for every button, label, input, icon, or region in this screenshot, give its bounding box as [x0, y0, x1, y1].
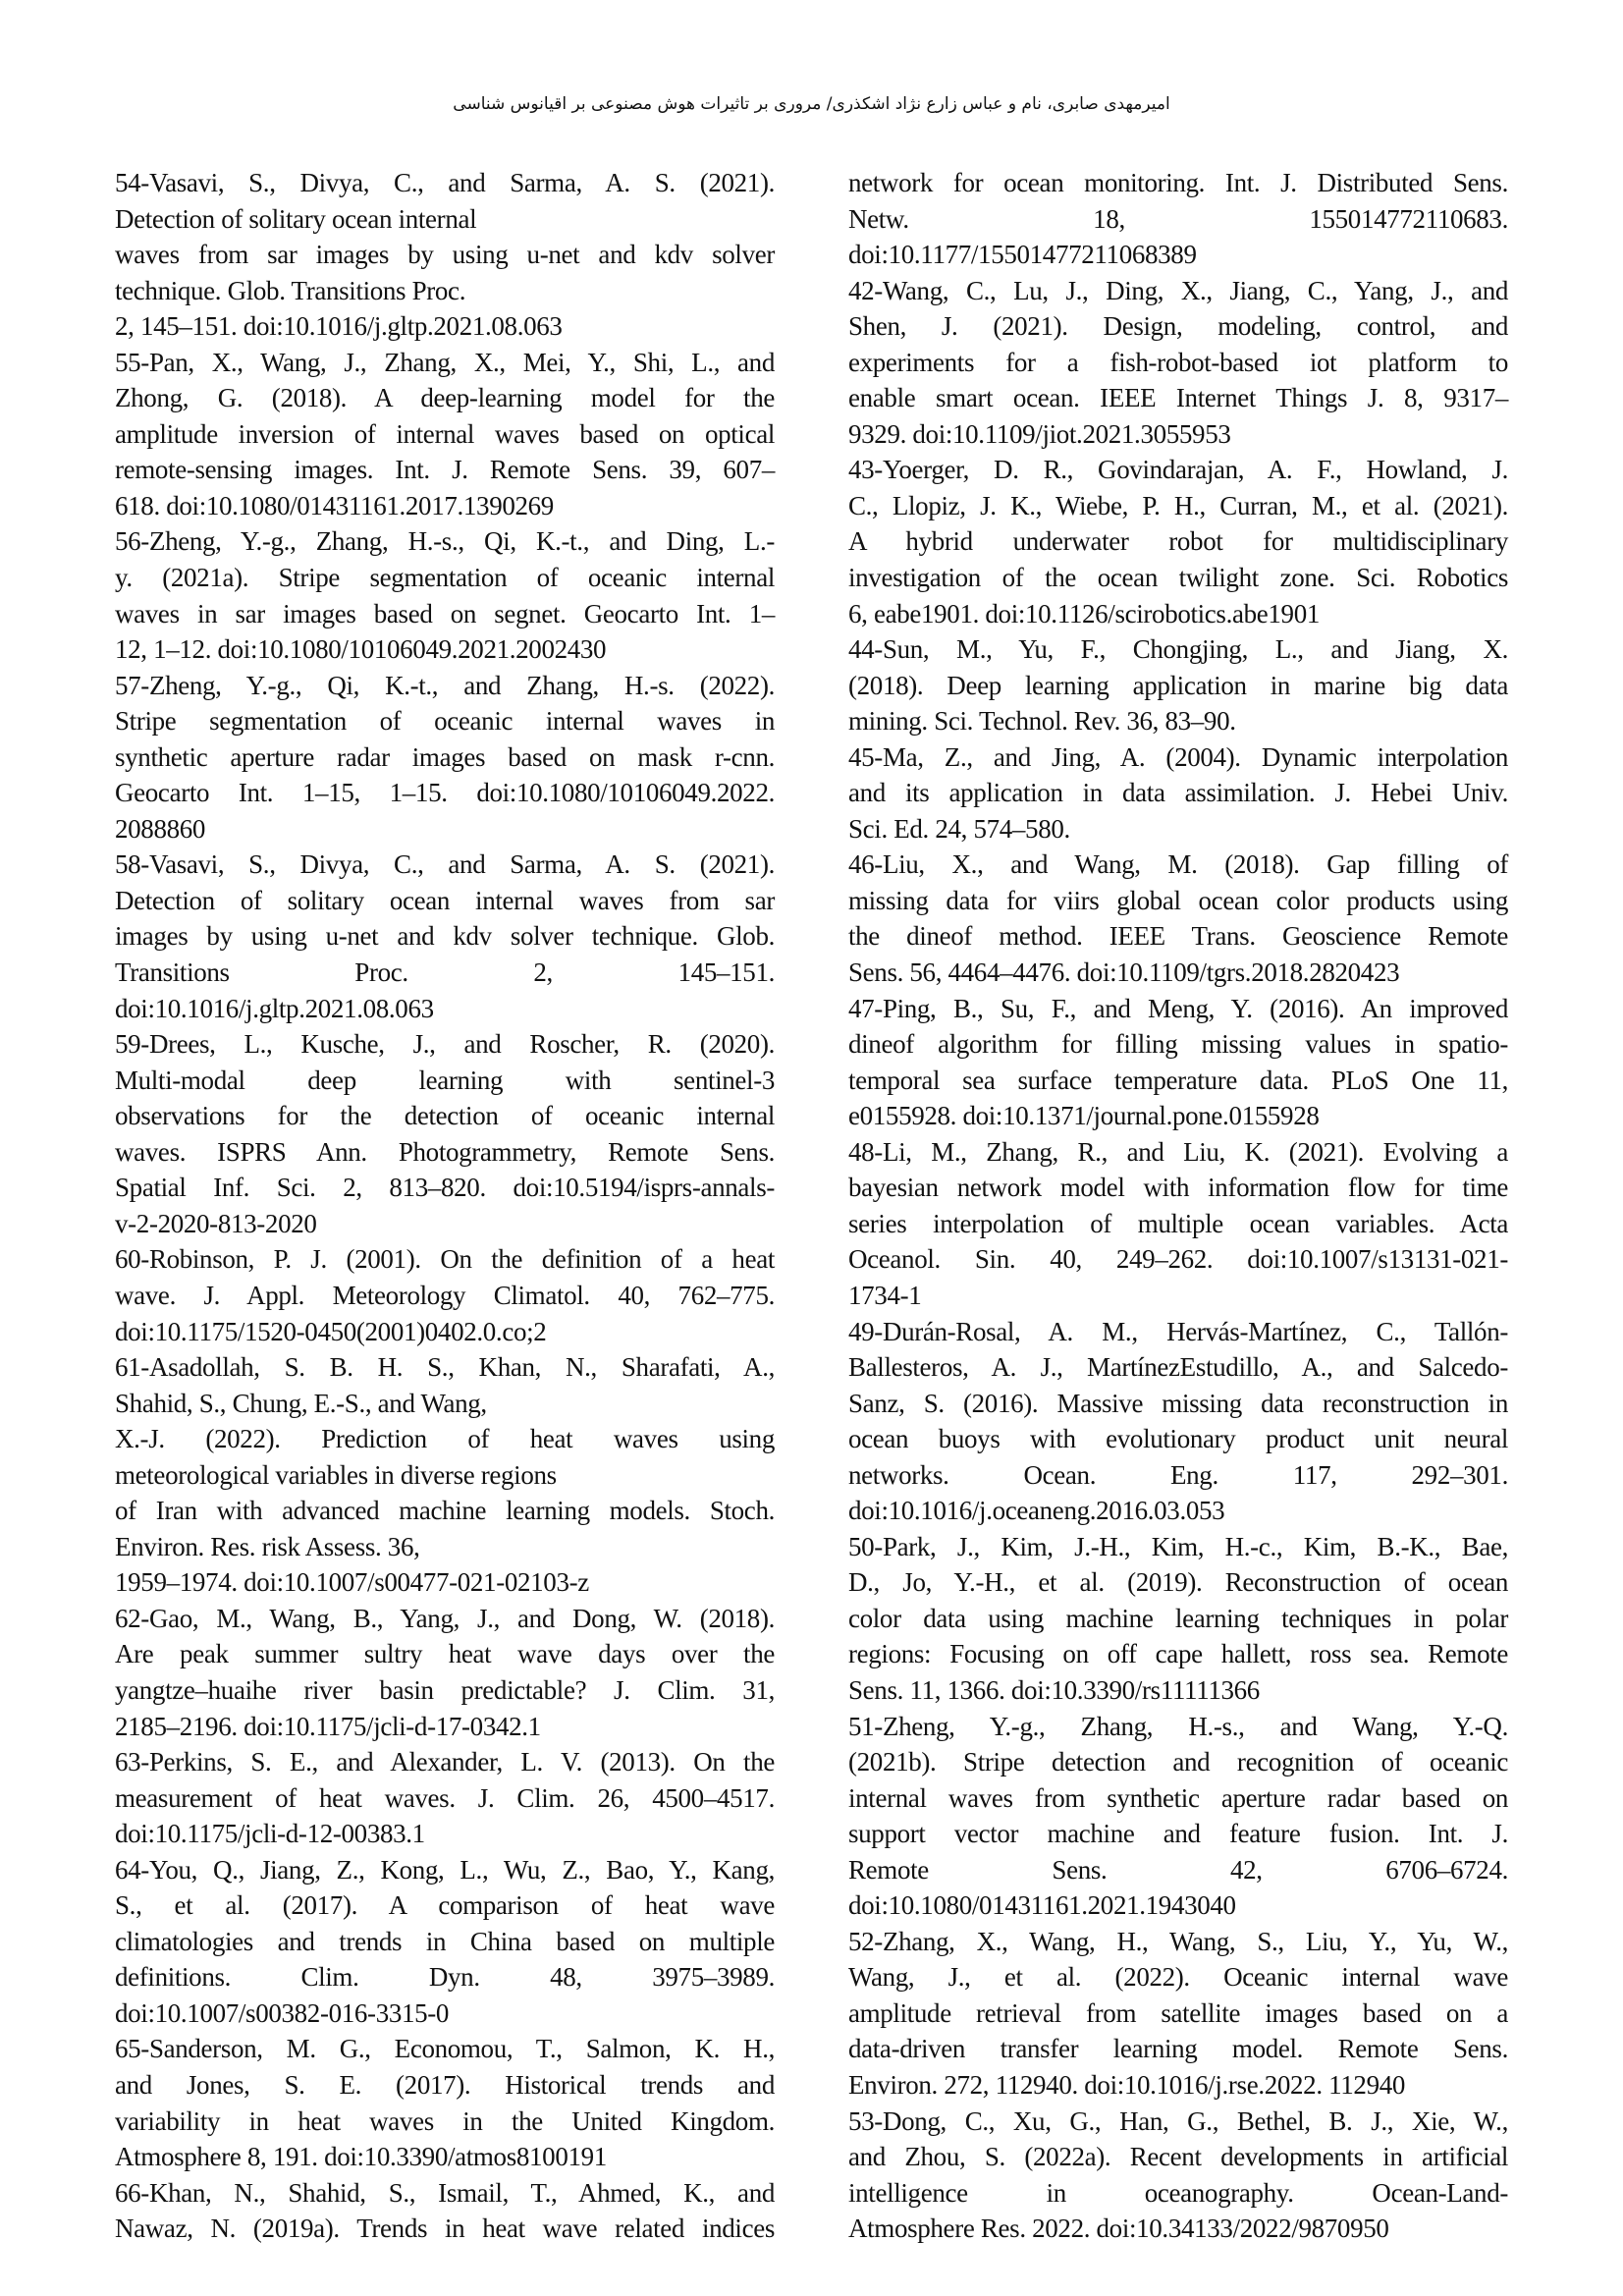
reference-entry	[115, 165, 775, 345]
reference-line: 58-Vasavi, S., Divya, C., and Sarma, A. S. (2021).	[115, 849, 775, 880]
reference-line: 2, 145–151. doi:10.1016/j.gltp.2021.08.063	[115, 311, 563, 342]
reference-entry	[848, 1529, 1508, 1709]
reference-line: temporal sea surface temperature data. PLoS One 11,	[848, 1065, 1508, 1095]
reference-line: synthetic aperture radar images based on mask r-cnn.	[115, 741, 775, 772]
reference-entry	[115, 523, 775, 667]
reference-line: Sens. 56, 4464–4476. doi:10.1109/tgrs.2018.2820423	[848, 957, 1400, 988]
reference-line: (2021b). Stripe detection and recognition of oceanic	[848, 1747, 1508, 1777]
reference-line: Environ. Res. risk Assess. 36,	[115, 1531, 420, 1561]
reference-line: Spatial Inf. Sci. 2, 813–820. doi:10.5194/isprs-annals-	[115, 1173, 775, 1203]
reference-line: e0155928. doi:10.1371/journal.pone.0155928	[848, 1101, 1320, 1131]
reference-line: Environ. 272, 112940. doi:10.1016/j.rse.2022. 112940	[848, 2069, 1406, 2100]
reference-line: and Jones, S. E. (2017). Historical trends and	[115, 2069, 775, 2100]
reference-entry	[848, 1924, 1508, 2104]
reference-entry	[115, 1852, 775, 2032]
reference-entry	[115, 1349, 775, 1601]
reference-line: 12, 1–12. doi:10.1080/10106049.2021.2002430	[115, 634, 607, 665]
reference-line: network for ocean monitoring. Int. J. Distributed Sens.	[848, 168, 1508, 197]
reference-line: Atmosphere 8, 191. doi:10.3390/atmos8100191	[115, 2142, 607, 2172]
reference-line: enable smart ocean. IEEE Internet Things J. 8, 9317–	[848, 383, 1508, 413]
reference-line: Sanz, S. (2016). Massive missing data reconstruction in	[848, 1388, 1508, 1418]
reference-line: 59-Drees, L., Kusche, J., and Roscher, R. (2020).	[115, 1029, 775, 1060]
reference-line: 48-Li, M., Zhang, R., and Liu, K. (2021). Evolving a	[848, 1136, 1508, 1167]
reference-line: 42-Wang, C., Lu, J., Ding, X., Jiang, C., Yang, J., and	[848, 275, 1508, 305]
reference-line: definitions. Clim. Dyn. 48, 3975–3989.	[115, 1962, 775, 1993]
reference-line: experiments for a fish-robot-based iot platform to	[848, 347, 1508, 377]
reference-line: Remote Sens. 42, 6706–6724.	[848, 1854, 1508, 1885]
reference-line: 49-Durán-Rosal, A. M., Hervás-Martínez, C., Tallón-	[848, 1316, 1508, 1346]
reference-line: variability in heat waves in the United Kingdom.	[115, 2105, 775, 2136]
reference-line: v-2-2020-813-2020	[115, 1208, 317, 1238]
reference-entry	[848, 273, 1508, 453]
reference-entry	[115, 847, 775, 1026]
reference-line: doi:10.1080/01431161.2021.1943040	[848, 1890, 1236, 1921]
reference-line: Stripe segmentation of oceanic internal waves in	[115, 706, 775, 737]
reference-line: wave. J. Appl. Meteorology Climatol. 40, 762–775.	[115, 1280, 775, 1310]
reference-line: color data using machine learning techniques in polar	[848, 1603, 1508, 1633]
reference-line: and Zhou, S. (2022a). Recent developments in artificial	[848, 2142, 1508, 2172]
reference-entry	[115, 2175, 775, 2247]
references-right-column	[848, 165, 1508, 2247]
reference-line: Sci. Ed. 24, 574–580.	[848, 813, 1070, 844]
reference-line: A hybrid underwater robot for multidisciplinary	[848, 526, 1508, 557]
reference-line: 43-Yoerger, D. R., Govindarajan, A. F., Howland, J.	[848, 455, 1508, 485]
reference-line: 62-Gao, M., Wang, B., Yang, J., and Dong, W. (2018).	[115, 1603, 775, 1633]
reference-entry	[848, 1314, 1508, 1529]
reference-line: technique. Glob. Transitions Proc.	[115, 275, 466, 305]
reference-entry	[115, 1601, 775, 1744]
reference-line: yangtze–huaihe river basin predictable? J. Clim. 31,	[115, 1674, 775, 1705]
reference-line: intelligence in oceanography. Ocean-Land-	[848, 2177, 1508, 2208]
reference-entry	[848, 847, 1508, 990]
reference-line: Wang, J., et al. (2022). Oceanic internal wave	[848, 1962, 1508, 1993]
reference-line: observations for the detection of oceanic internal	[115, 1101, 775, 1131]
reference-line: waves from sar images by using u-net and kdv solver	[115, 240, 775, 270]
reference-line: series interpolation of multiple ocean variables. Acta	[848, 1208, 1508, 1238]
reference-line: y. (2021a). Stripe segmentation of oceanic internal	[115, 563, 775, 593]
reference-line: X.-J. (2022). Prediction of heat waves using	[115, 1424, 775, 1454]
reference-line: 618. doi:10.1080/01431161.2017.1390269	[115, 490, 554, 520]
reference-line: 66-Khan, N., Shahid, S., Ismail, T., Ahmed, K., and	[115, 2177, 775, 2208]
reference-entry	[848, 991, 1508, 1134]
reference-line: Nawaz, N. (2019a). Trends in heat wave related indices	[115, 2214, 775, 2244]
reference-line: 1959–1974. doi:10.1007/s00477-021-02103-z	[115, 1567, 589, 1598]
reference-line: and its application in data assimilation. J. Hebei Univ.	[848, 778, 1508, 808]
reference-line: 46-Liu, X., and Wang, M. (2018). Gap filling of	[848, 849, 1508, 880]
reference-line: 50-Park, J., Kim, J.-H., Kim, H.-c., Kim, B.-K., Bae,	[848, 1531, 1508, 1561]
reference-entry	[115, 1026, 775, 1241]
reference-line: D., Jo, Y.-H., et al. (2019). Reconstruction of ocean	[848, 1567, 1508, 1598]
reference-line: C., Llopiz, J. K., Wiebe, P. H., Curran, M., et al. (2021).	[848, 490, 1508, 520]
reference-entry	[848, 1709, 1508, 1924]
reference-line: amplitude inversion of internal waves based on optical	[115, 418, 775, 449]
reference-line: 44-Sun, M., Yu, F., Chongjing, L., and Jiang, X.	[848, 634, 1508, 665]
reference-line: Ballesteros, A. J., MartínezEstudillo, A., and Salcedo-	[848, 1352, 1508, 1383]
reference-line: networks. Ocean. Eng. 117, 292–301.	[848, 1459, 1508, 1490]
reference-line: 1734-1	[848, 1280, 922, 1310]
reference-line: Detection of solitary ocean internal	[115, 203, 477, 234]
reference-line: doi:10.1007/s00382-016-3315-0	[115, 1997, 450, 2028]
reference-line: images by using u-net and kdv solver technique. Glob.	[115, 921, 775, 952]
reference-line: 60-Robinson, P. J. (2001). On the definition of a heat	[115, 1244, 775, 1275]
reference-entry	[115, 1744, 775, 1852]
reference-line: 6, eabe1901. doi:10.1126/scirobotics.abe1901	[848, 598, 1321, 629]
reference-line: 57-Zheng, Y.-g., Qi, K.-t., and Zhang, H.-s. (2022).	[115, 670, 775, 700]
reference-line: Oceanol. Sin. 40, 249–262. doi:10.1007/s13131-021-	[848, 1244, 1508, 1275]
reference-entry	[115, 1241, 775, 1349]
reference-line: the dineof method. IEEE Trans. Geoscience Remote	[848, 921, 1508, 952]
reference-line: climatologies and trends in China based on multiple	[115, 1926, 775, 1956]
reference-line: doi:10.1016/j.gltp.2021.08.063	[115, 993, 434, 1023]
reference-line: Shen, J. (2021). Design, modeling, control, and	[848, 311, 1508, 342]
reference-line: Netw. 18, 155014772110683.	[848, 203, 1508, 234]
reference-line: missing data for viirs global ocean color products using	[848, 885, 1508, 915]
reference-line: doi:10.1016/j.oceaneng.2016.03.053	[848, 1496, 1225, 1526]
reference-line: of Iran with advanced machine learning models. Stoch.	[115, 1496, 775, 1526]
reference-line: 9329. doi:10.1109/jiot.2021.3055953	[848, 418, 1231, 449]
reference-line: dineof algorithm for filling missing values in spatio-	[848, 1029, 1508, 1060]
references-left-column	[115, 165, 775, 2247]
reference-entry	[848, 2104, 1508, 2247]
reference-line: support vector machine and feature fusion. Int. J.	[848, 1819, 1508, 1849]
reference-line: Detection of solitary ocean internal waves from sar	[115, 885, 775, 915]
reference-line: 47-Ping, B., Su, F., and Meng, Y. (2016). An improved	[848, 993, 1508, 1023]
reference-line: Are peak summer sultry heat wave days over the	[115, 1639, 775, 1669]
reference-line: Atmosphere Res. 2022. doi:10.34133/2022/9870950	[848, 2214, 1389, 2244]
reference-line: Sens. 11, 1366. doi:10.3390/rs11111366	[848, 1674, 1260, 1705]
reference-line: meteorological variables in diverse regions	[115, 1459, 557, 1490]
reference-entry	[848, 739, 1508, 847]
reference-line: bayesian network model with information flow for time	[848, 1173, 1508, 1203]
reference-line: 64-You, Q., Jiang, Z., Kong, L., Wu, Z., Bao, Y., Kang,	[115, 1854, 775, 1885]
reference-line: waves. ISPRS Ann. Photogrammetry, Remote Sens.	[115, 1136, 775, 1167]
reference-line: 2185–2196. doi:10.1175/jcli-d-17-0342.1	[115, 1711, 541, 1741]
reference-line: regions: Focusing on off cape hallett, ross sea. Remote	[848, 1639, 1508, 1669]
reference-line: 45-Ma, Z., and Jing, A. (2004). Dynamic interpolation	[848, 741, 1508, 772]
reference-line: data-driven transfer learning model. Remote Sens.	[848, 2034, 1508, 2064]
reference-line: Transitions Proc. 2, 145–151.	[115, 957, 775, 988]
reference-entry	[848, 165, 1508, 273]
reference-line: amplitude retrieval from satellite images based on a	[848, 1997, 1508, 2028]
reference-line: 53-Dong, C., Xu, G., Han, G., Bethel, B. J., Xie, W.,	[848, 2105, 1508, 2136]
reference-entry	[848, 1134, 1508, 1314]
reference-line: S., et al. (2017). A comparison of heat wave	[115, 1890, 775, 1921]
reference-entry	[115, 668, 775, 847]
reference-line: 54-Vasavi, S., Divya, C., and Sarma, A. S. (2021).	[115, 168, 775, 197]
reference-line: 65-Sanderson, M. G., Economou, T., Salmon, K. H.,	[115, 2034, 775, 2064]
reference-line: doi:10.1175/jcli-d-12-00383.1	[115, 1819, 425, 1849]
reference-entry	[115, 345, 775, 524]
running-header: امیرمهدی صابری، نام و عباس زارع نژاد اشکذری/ مروری بر تاثیرات هوش مصنوعی بر اقیانوس شناسی	[453, 94, 1170, 114]
reference-line: ocean buoys with evolutionary product unit neural	[848, 1424, 1508, 1454]
reference-entry	[115, 2031, 775, 2174]
reference-line: 52-Zhang, X., Wang, H., Wang, S., Liu, Y., Yu, W.,	[848, 1926, 1508, 1956]
reference-line: Multi-modal deep learning with sentinel-3	[115, 1065, 775, 1095]
reference-entry	[848, 452, 1508, 631]
reference-line: 56-Zheng, Y.-g., Zhang, H.-s., Qi, K.-t., and Ding, L.-	[115, 526, 775, 557]
reference-line: waves in sar images based on segnet. Geocarto Int. 1–	[115, 598, 775, 629]
reference-line: Zhong, G. (2018). A deep-learning model for the	[115, 383, 775, 413]
reference-line: doi:10.1177/15501477211068389	[848, 240, 1197, 270]
reference-line: investigation of the ocean twilight zone. Sci. Robotics	[848, 563, 1508, 593]
reference-line: mining. Sci. Technol. Rev. 36, 83–90.	[848, 706, 1236, 737]
reference-line: 55-Pan, X., Wang, J., Zhang, X., Mei, Y., Shi, L., and	[115, 347, 775, 377]
reference-line: internal waves from synthetic aperture radar based on	[848, 1782, 1508, 1813]
reference-line: (2018). Deep learning application in marine big data	[848, 670, 1508, 700]
reference-line: 63-Perkins, S. E., and Alexander, L. V. (2013). On the	[115, 1747, 775, 1777]
reference-line: measurement of heat waves. J. Clim. 26, 4500–4517.	[115, 1782, 775, 1813]
reference-line: Geocarto Int. 1–15, 1–15. doi:10.1080/10106049.2022.	[115, 778, 775, 808]
reference-line: Shahid, S., Chung, E.-S., and Wang,	[115, 1388, 487, 1418]
reference-line: doi:10.1175/1520-0450(2001)0402.0.co;2	[115, 1316, 547, 1346]
reference-line: remote-sensing images. Int. J. Remote Sens. 39, 607–	[115, 455, 775, 485]
reference-line: 51-Zheng, Y.-g., Zhang, H.-s., and Wang, Y.-Q.	[848, 1711, 1508, 1741]
reference-entry	[848, 631, 1508, 739]
reference-line: 61-Asadollah, S. B. H. S., Khan, N., Sharafati, A.,	[115, 1352, 775, 1383]
reference-line: 2088860	[115, 813, 206, 844]
